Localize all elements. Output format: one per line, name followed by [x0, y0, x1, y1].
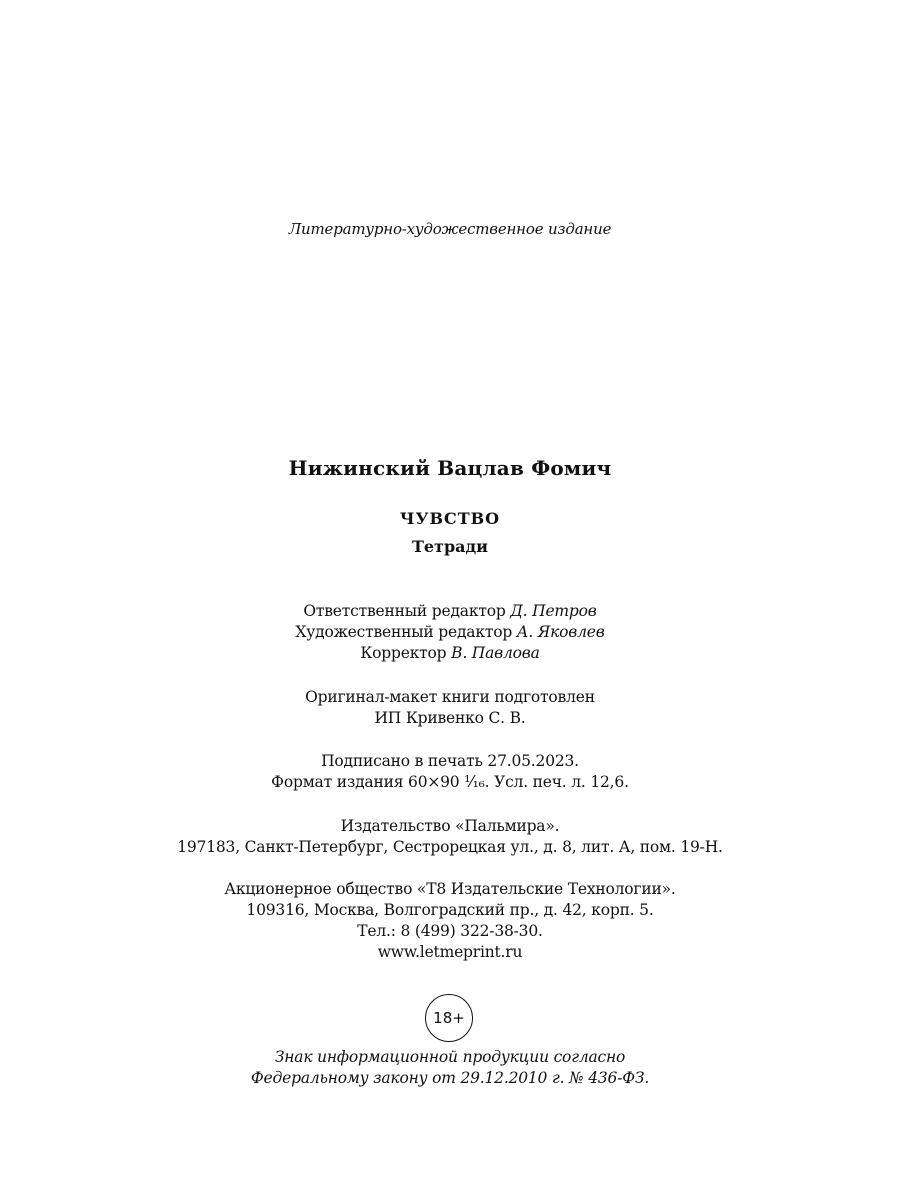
credit-role: Ответственный редактор [303, 602, 511, 620]
print-date-line: Подписано в печать 27.05.2023. [321, 752, 579, 770]
layout-line: ИП Кривенко С. В. [374, 709, 526, 727]
credit-role: Корректор [360, 644, 452, 662]
author-name: Нижинский Вацлав Фомич [288, 456, 612, 480]
credits-block [0, 601, 900, 664]
credit-name: А. Яковлев [516, 623, 605, 641]
credit-line-proofreader [0, 643, 900, 664]
printer-website: www.letmeprint.ru [377, 943, 523, 961]
age-rating-badge: 18+ [425, 994, 473, 1042]
credit-name: В. Павлова [451, 644, 540, 662]
credit-line-editor [0, 601, 900, 622]
print-format-line: Формат издания 60×90 ¹⁄₁₆. Усл. печ. л. 12,6. [271, 773, 629, 791]
info-product-notice [0, 1047, 900, 1089]
publisher-address: 197183, Санкт-Петербург, Сестрорецкая ул., д. 8, лит. А, пом. 19-Н. [177, 838, 723, 856]
printer-name: Акционерное общество «Т8 Издательские Технологии». [224, 880, 676, 898]
printer-block [0, 879, 900, 963]
credit-line-art-editor [0, 622, 900, 643]
notice-line: Знак информационной продукции согласно [274, 1048, 626, 1066]
publisher-block [0, 816, 900, 858]
layout-line: Оригинал-макет книги подготовлен [305, 688, 595, 706]
print-info-block [0, 751, 900, 793]
credit-name: Д. Петров [510, 602, 597, 620]
edition-genre: Литературно-художественное издание [288, 220, 612, 238]
printer-address: 109316, Москва, Волгоградский пр., д. 42, корп. 5. [246, 901, 654, 919]
book-subtitle: Тетради [411, 537, 489, 556]
notice-line: Федеральному закону от 29.12.2010 г. № 436-ФЗ. [250, 1069, 650, 1087]
printer-phone: Тел.: 8 (499) 322-38-30. [357, 922, 543, 940]
credit-role: Художественный редактор [295, 623, 517, 641]
book-title: ЧУВСТВО [399, 509, 501, 528]
layout-block [0, 687, 900, 729]
publisher-name: Издательство «Пальмира». [340, 817, 560, 835]
